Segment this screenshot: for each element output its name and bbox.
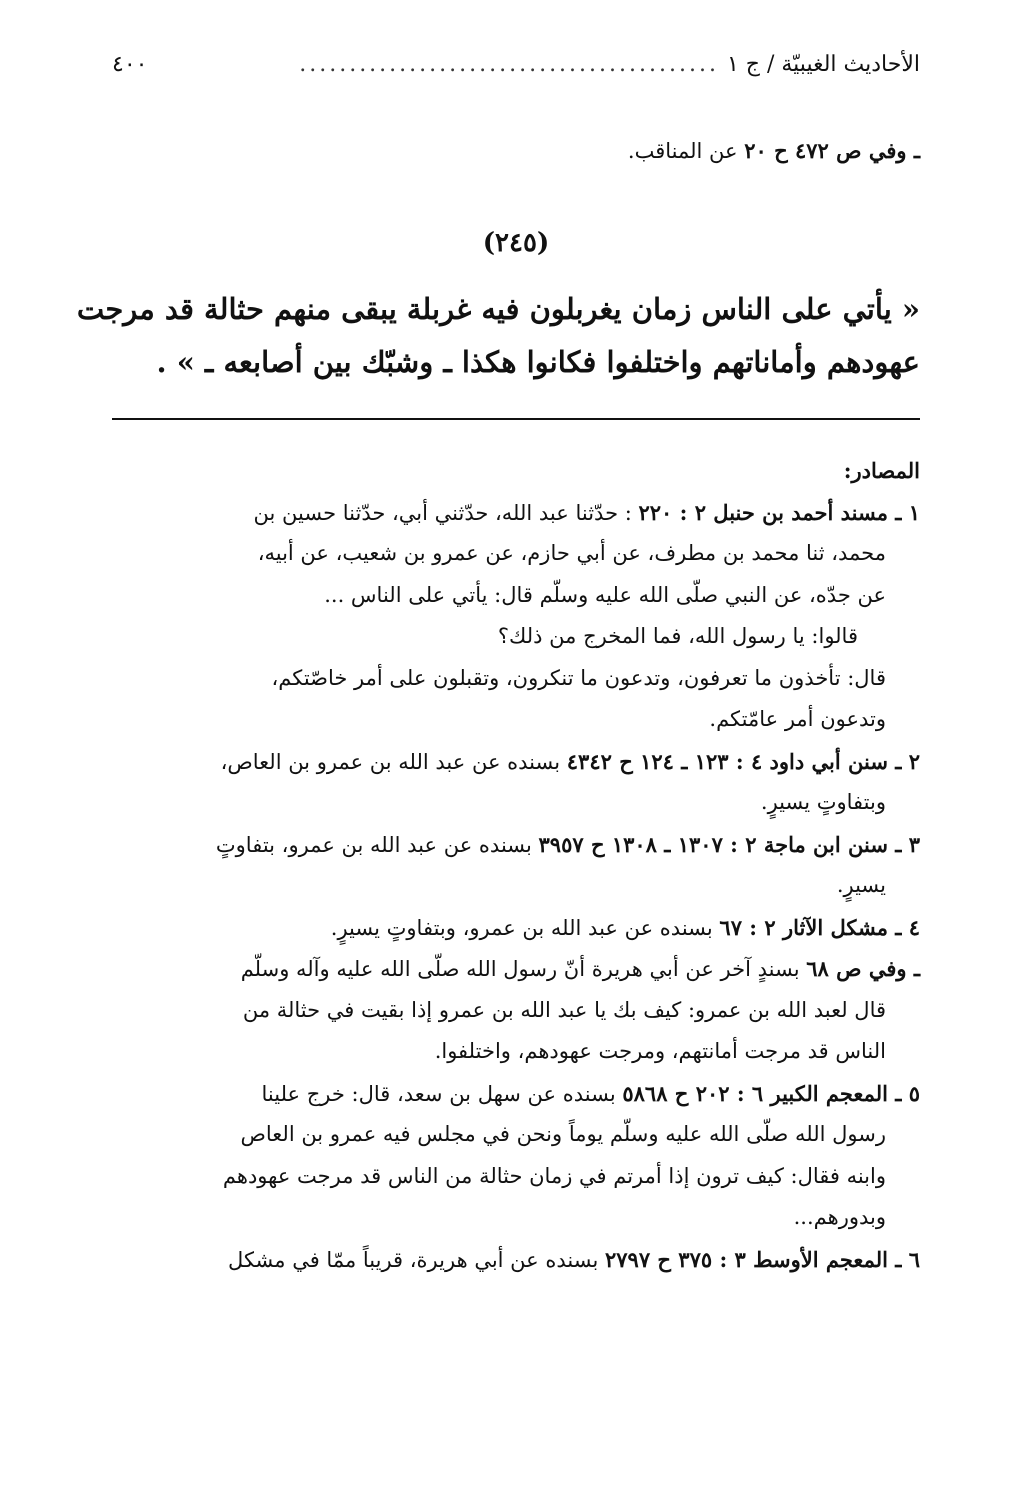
source-line [112,492,920,534]
sources-heading: المصادر: [843,458,920,483]
source-title: ـ وفي ص ٦٨ [806,956,920,981]
source-text: قالوا: يا رسول الله، فما المخرج من ذلك؟ [497,624,858,648]
source-title: ٢ ـ سنن أبي داود ٤ : ١٢٣ ـ ١٢٤ ح ٤٣٤٢ [566,748,920,774]
source-line [112,616,920,658]
hadith-line: « يأتي على الناس زمان يغربلون فيه غربلة يبقى منهم حثالة قد مرجت [76,292,920,326]
reference-line-bold: ـ وفي ص ٤٧٢ ح ٢٠ [744,138,920,163]
source-title: ٤ ـ مشكل الآثار ٢ : ٦٧ [719,914,920,940]
source-title: ٦ ـ المعجم الأوسط ٣ : ٣٧٥ ح ٢٧٩٧ [604,1246,920,1272]
header-leader-dots: .......................................... [299,52,719,77]
source-line [112,575,920,617]
source-text: وابنه فقال: كيف ترون إذا أمرتم في زمان حثالة من الناس قد مرجت عهودهم [222,1163,886,1188]
source-line [112,782,920,824]
source-title: ٣ ـ سنن ابن ماجة ٢ : ١٣٠٧ ـ ١٣٠٨ ح ٣٩٥٧ [538,831,920,857]
running-header [112,52,920,77]
source-line [112,699,920,741]
reference-line-text: عن المناقب. [627,139,745,163]
separator-rule [112,418,920,420]
source-text: محمد، ثنا محمد بن مطرف، عن أبي حازم، عن عمرو بن شعيب، عن أبيه، [257,541,886,565]
source-text: وتدعون أمر عامّتكم. [709,707,886,731]
source-line [112,1073,920,1115]
source-text: الناس قد مرجت أمانتهم، ومرجت عهودهم، واختلفوا. [434,1039,886,1063]
reference-line [112,138,920,163]
source-text: وبتفاوتٍ يسيرٍ. [760,790,886,814]
source-line [112,1114,920,1156]
source-line [112,865,920,907]
source-line [112,533,920,575]
source-line [112,658,920,700]
header-title: الأحاديث الغيبيّة / ج ١ [726,52,920,77]
source-line [112,1031,920,1073]
source-text: قال لعبد الله بن عمرو: كيف بك يا عبد الله بن عمرو إذا بقيت في حثالة من [242,997,886,1022]
source-text: بسندٍ آخر عن أبي هريرة أنّ رسول الله صلّى الله عليه وآله وسلّم [240,957,807,981]
hadith-line: عهودهم وأماناتهم واختلفوا فكانوا هكذا ـ وشبّك بين أصابعه ـ » . [156,345,920,379]
source-title: ١ ـ مسند أحمد بن حنبل ٢ : ٢٢٠ [638,499,920,525]
source-line [112,907,920,949]
hadith-text [76,283,920,389]
source-line [112,1156,920,1198]
source-text: بسنده عن عبد الله بن عمرو بن العاص، [220,749,567,774]
source-text: رسول الله صلّى الله عليه وسلّم يوماً ونحن في مجلس فيه عمرو بن العاص [240,1122,886,1146]
source-text: قال: تأخذون ما تعرفون، وتدعون ما تنكرون، وتقبلون على أمر خاصّتكم، [271,665,886,690]
source-line [112,948,920,990]
sources-section [112,450,920,1280]
source-line [112,824,920,866]
source-text: بسنده عن أبي هريرة، قريباً ممّا في مشكل [228,1247,605,1272]
source-text: وبدورهم... [793,1205,886,1229]
source-line [112,741,920,783]
source-text: بسنده عن عبد الله بن عمرو، وبتفاوتٍ يسيرٍ. [330,915,720,940]
source-text: يسيرٍ. [836,873,886,897]
hadith-number: (٢٤٥) [482,228,550,258]
source-title: ٥ ـ المعجم الكبير ٦ : ٢٠٢ ح ٥٨٦٨ [622,1080,920,1106]
source-text: بسنده عن عبد الله بن عمرو، بتفاوتٍ [215,832,539,857]
source-line [112,990,920,1032]
page-number: ٤٠٠ [112,52,148,77]
source-line [112,1197,920,1239]
source-text: عن جدّه، عن النبي صلّى الله عليه وسلّم قال: يأتي على الناس ... [324,582,886,607]
source-text: بسنده عن سهل بن سعد، قال: خرج علينا [261,1081,623,1106]
source-line [112,1239,920,1281]
source-text: : حدّثنا عبد الله، حدّثني أبي، حدّثنا حسين بن [253,500,639,525]
